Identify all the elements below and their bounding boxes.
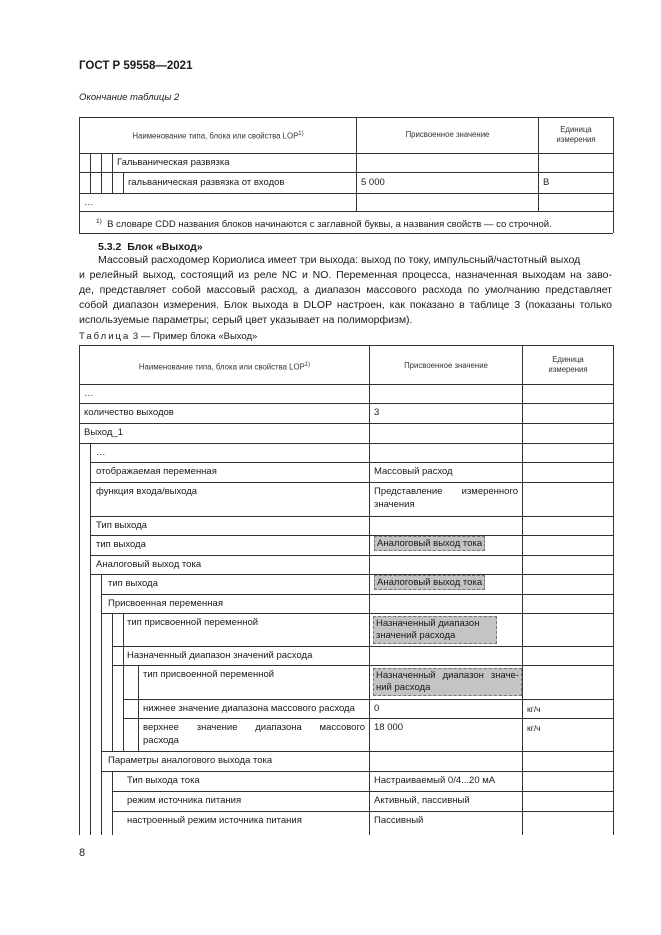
table-cell-value: Пассивный	[374, 815, 424, 826]
table-cell-name: функция входа/выхода	[96, 486, 198, 497]
section-title: 5.3.2 Блок «Выход»	[98, 241, 203, 253]
table-cell-value: 18 000	[374, 722, 404, 733]
paragraph-line: и релейный выход, состоящий из реле NC и NO. Переменная процесса, назначенная выходам на заво-	[79, 269, 612, 281]
table-cell-value: Представление измеренного	[374, 486, 518, 497]
table-cell-name: количество выходов	[84, 407, 174, 418]
table-cell-name: Тип выхода	[96, 520, 147, 531]
table-cell-value-polymorphic: Аналоговый выход тока	[374, 577, 485, 589]
paragraph-line: Массовый расходомер Кориолиса имеет три выхода: выход по току, импульсный/частотный выход	[98, 254, 581, 266]
table2-header-value: Присвоенное значение	[405, 130, 490, 139]
table-cell-name: Назначенный диапазон значений расхода	[127, 650, 313, 661]
table-cell-name: Параметры аналогового выхода тока	[108, 755, 273, 766]
table-cell-name: расхода	[143, 735, 179, 746]
table-cell-name: верхнее значение диапазона массового	[143, 722, 365, 733]
table-cell-value: значения	[374, 499, 415, 510]
table3-header-value: Присвоенное значение	[404, 361, 488, 370]
table-cell-name: нижнее значение диапазона массового расхода	[143, 703, 355, 714]
table-cell-name: тип выхода	[96, 539, 146, 550]
table3-caption: Таблица 3 — Пример блока «Выход»	[79, 331, 258, 342]
table-cell-unit: кг/ч	[527, 723, 541, 733]
table-cell-name: тип выхода	[108, 578, 158, 589]
table-cell-name: Аналоговый выход тока	[96, 559, 202, 570]
paragraph-line: де, представляет собой массовый расход, а диапазон массового расхода по умолчанию представляет	[79, 284, 612, 296]
table-cell-name: Присвоенная переменная	[108, 598, 223, 609]
table-cell-name: Тип выхода тока	[127, 775, 200, 786]
table-cell-value-polymorphic: Аналоговый выход тока	[374, 538, 485, 550]
table-cell-name: Гальваническая развязка	[117, 157, 230, 168]
page-number: 8	[79, 847, 86, 859]
table3-header-unit: Единица измерения	[548, 355, 588, 374]
document-header: ГОСТ Р 59558—2021	[79, 60, 193, 72]
table-cell-name: тип присвоенной переменной	[143, 669, 275, 680]
table-cell-name: настроенный режим источника питания	[127, 815, 302, 826]
table-cell-name: гальваническая развязка от входов	[128, 177, 285, 188]
table-cell-name: отображаемая переменная	[96, 466, 217, 477]
table-cell-name: …	[84, 388, 94, 399]
table-cell-name: режим источника питания	[127, 795, 242, 806]
table-cell-value: Массовый расход	[374, 466, 453, 477]
table-cell-value-polymorphic: Назначенный диапазон значе- ний расхода	[373, 668, 522, 696]
table-cell-name: Выход_1	[84, 427, 123, 438]
table-cell-unit: кг/ч	[527, 704, 541, 714]
table-cell-name: …	[84, 197, 94, 208]
paragraph-line: используемые параметры; серый цвет указывает на полиморфизм).	[79, 314, 413, 326]
table3-header-name: Наименование типа, блока или свойства LOP$^{1)}$	[138, 362, 311, 372]
table-cell-name: …	[96, 447, 106, 458]
table-cell-value: 5 000	[361, 177, 385, 188]
table2-header-unit: Единица измерения	[556, 125, 596, 144]
table-cell-value-polymorphic: Назначенный диапазон значений расхода	[373, 616, 497, 644]
table2-header-name: Наименование типа, блока или свойства LOP$^{1)}$	[132, 131, 304, 141]
table-cell-value: Активный, пассивный	[374, 795, 470, 806]
paragraph-line: собой диапазон измерения. Блок выхода в DLOP настроен, как показано в таблице 3 (показаны только	[79, 299, 612, 311]
table-cell-value: Настраиваемый 0/4...20 мА	[374, 775, 496, 786]
table-cell-value: 3	[374, 407, 380, 418]
table-cell-unit: В	[543, 177, 550, 188]
table2-caption: Окончание таблицы 2	[79, 92, 180, 103]
table2-footnote: $^{1)}$ В словаре CDD названия блоков начинаются с заглавной буквы, а названия свойств — со строчной.	[96, 218, 552, 231]
table-cell-value: 0	[374, 703, 380, 714]
table-cell-name: тип присвоенной переменной	[127, 617, 259, 628]
